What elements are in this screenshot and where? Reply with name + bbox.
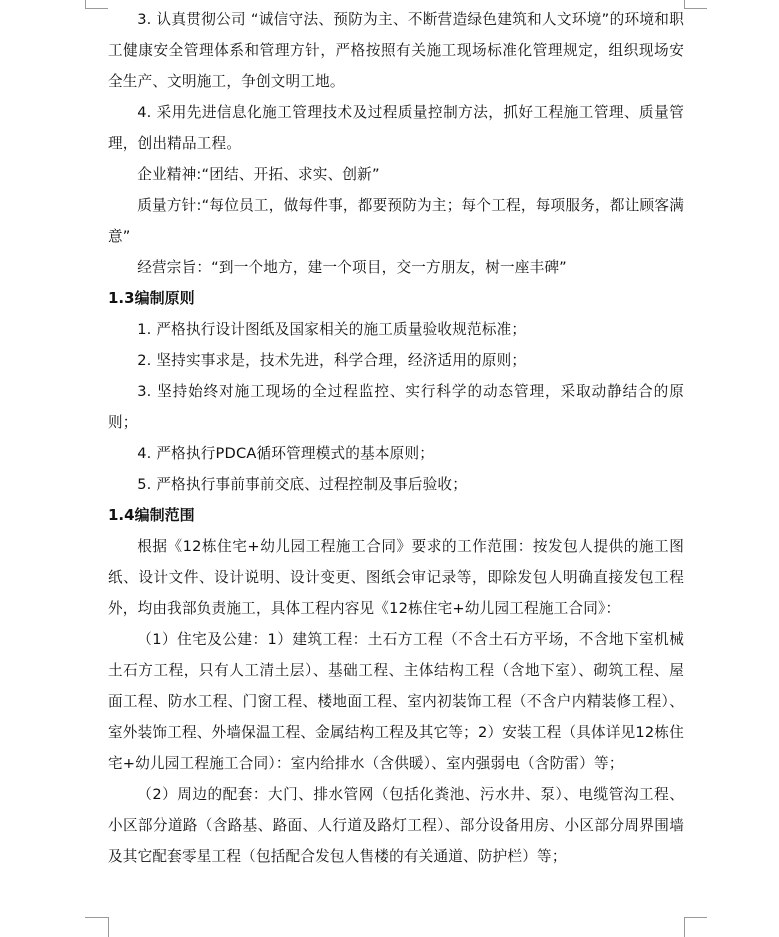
crop-mark-top-right-h (684, 8, 707, 9)
list-item: 4. 严格执行PDCA循环管理模式的基本原则； (137, 445, 435, 462)
crop-mark-bottom-right-v (684, 917, 685, 937)
list-item: 5. 严格执行事前事前交底、过程控制及事后验收； (137, 476, 468, 493)
crop-mark-bottom-right-h (684, 917, 707, 918)
list-item: 2. 坚持实事求是，技术先进，科学合理，经济适用的原则； (137, 352, 527, 369)
paragraph: 经营宗旨：“到一个地方，建一个项目，交一方朋友，树一座丰碑” (137, 259, 567, 276)
paragraph: 质量方针:“每位员工，做每件事，都要预防为主；每个工程，每项服务，都让顾客满意” (108, 197, 684, 245)
document-page (108, 4, 684, 872)
section-heading: 1.3编制原则 (108, 289, 195, 307)
list-item: 1. 严格执行设计图纸及国家相关的施工质量验收规范标准； (137, 321, 527, 338)
paragraph: 企业精神:“团结、开拓、求实、创新” (137, 166, 380, 183)
crop-mark-bottom-left-v (108, 917, 109, 937)
paragraph: 4. 采用先进信息化施工管理技术及过程质量控制方法，抓好工程施工管理、质量管理，创出精品工程。 (108, 104, 684, 152)
section-heading: 1.4编制范围 (108, 506, 195, 524)
crop-mark-top-left-h (85, 8, 108, 9)
list-item: 3. 坚持始终对施工现场的全过程监控、实行科学的动态管理，采取动静结合的原则； (108, 383, 684, 431)
paragraph: （2）周边的配套：大门、排水管网（包括化粪池、污水井、泵）、电缆管沟工程、小区部分道路（含路基、路面、人行道及路灯工程）、部分设备用房、小区部分周界围墙及其它配套零星工程（包括配合发包人售楼的有关通道、防护栏）等； (108, 786, 684, 865)
crop-mark-top-right-v (684, 0, 685, 8)
paragraph: 根据《12栋住宅+幼儿园工程施工合同》要求的工作范围：按发包人提供的施工图纸、设计文件、设计说明、设计变更、图纸会审记录等，即除发包人明确直接发包工程外，均由我部负责施工，具体工程内容见《12栋住宅+幼儿园工程施工合同》： (108, 538, 684, 617)
paragraph: （1）住宅及公建：1）建筑工程：土石方工程（不含土石方平场，不含地下室机械土石方工程，只有人工清土层）、基础工程、主体结构工程（含地下室）、砌筑工程、屋面工程、防水工程、门窗工程、楼地面工程、室内初装饰工程（不含户内精装修工程）、室外装饰工程、外墙保温工程、金属结构工程及其它等；2）安装工程（具体详见12栋住宅+幼儿园工程施工合同）：室内给排水（含供暖）、室内强弱电（含防雷）等； (108, 631, 684, 772)
crop-mark-top-left-v (85, 0, 86, 8)
crop-mark-bottom-left-h (85, 917, 108, 918)
paragraph: 3. 认真贯彻公司 “诚信守法、预防为主、不断营造绿色建筑和人文环境”的环境和职工健康安全管理体系和管理方针，严格按照有关施工现场标准化管理规定，组织现场安全生产、文明施工，争创文明工地。 (108, 11, 684, 90)
